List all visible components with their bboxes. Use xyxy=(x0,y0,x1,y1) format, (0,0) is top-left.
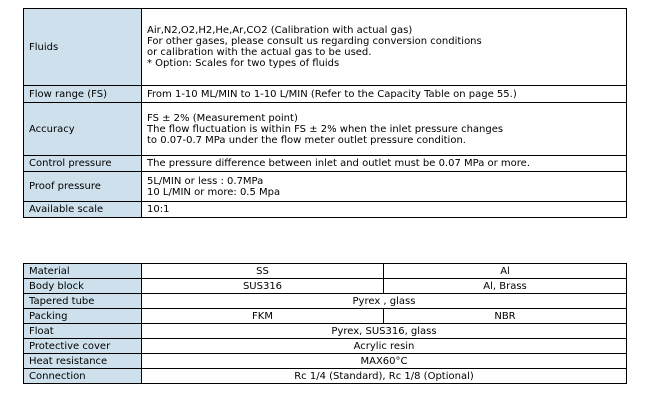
available-scale-value: 10:1 xyxy=(142,202,627,218)
accuracy-label: Accuracy xyxy=(24,103,142,156)
table-row xyxy=(24,324,627,339)
fluids-line: * Option: Scales for two types of fluids xyxy=(147,58,340,69)
packing-label: Packing xyxy=(24,309,142,324)
protective-cover-value: Acrylic resin xyxy=(142,339,627,354)
table-row xyxy=(24,279,627,294)
protective-cover-label: Protective cover xyxy=(24,339,142,354)
table-row xyxy=(24,9,627,86)
table-row xyxy=(24,103,627,156)
table-row xyxy=(24,354,627,369)
heat-resistance-value: MAX60°C xyxy=(142,354,627,369)
fluids-line: For other gases, please consult us regarding conversion conditions xyxy=(147,36,482,47)
connection-value: Rc 1/4 (Standard), Rc 1/8 (Optional) xyxy=(142,369,627,384)
accuracy-line: to 0.07-0.7 MPa under the flow meter outlet pressure condition. xyxy=(147,134,466,146)
proof-pressure-label: Proof pressure xyxy=(24,172,142,202)
fluids-value xyxy=(142,9,627,86)
tapered-tube-value: Pyrex , glass xyxy=(142,294,627,309)
fluids-line: or calibration with the actual gas to be used. xyxy=(147,47,372,58)
body-block-al: Al, Brass xyxy=(384,279,627,294)
flow-range-value: From 1-10 ML/MIN to 1-10 L/MIN (Refer to the Capacity Table on page 55.) xyxy=(142,86,627,103)
material-ss: SS xyxy=(142,264,384,279)
table-row xyxy=(24,369,627,384)
packing-ss: FKM xyxy=(142,309,384,324)
fluids-line: Air,N2,O2,H2,He,Ar,CO2 (Calibration with actual gas) xyxy=(147,25,413,36)
connection-label: Connection xyxy=(24,369,142,384)
available-scale-label: Available scale xyxy=(24,202,142,218)
accuracy-line: FS ± 2% (Measurement point) xyxy=(147,112,298,124)
body-block-ss: SUS316 xyxy=(142,279,384,294)
table-row xyxy=(24,86,627,103)
control-pressure-value: The pressure difference between inlet and outlet must be 0.07 MPa or more. xyxy=(142,156,627,172)
material-label: Material xyxy=(24,264,142,279)
material-al: Al xyxy=(384,264,627,279)
table-row xyxy=(24,339,627,354)
accuracy-line: The flow fluctuation is within FS ± 2% when the inlet pressure changes xyxy=(147,123,504,135)
specifications-table xyxy=(23,8,627,218)
flow-range-label: Flow range (FS) xyxy=(24,86,142,103)
accuracy-value xyxy=(142,103,627,156)
tapered-tube-label: Tapered tube xyxy=(24,294,142,309)
fluids-label: Fluids xyxy=(24,9,142,86)
table-row xyxy=(24,309,627,324)
float-label: Float xyxy=(24,324,142,339)
table-row xyxy=(24,294,627,309)
body-block-label: Body block xyxy=(24,279,142,294)
heat-resistance-label: Heat resistance xyxy=(24,354,142,369)
control-pressure-label: Control pressure xyxy=(24,156,142,172)
float-value: Pyrex, SUS316, glass xyxy=(142,324,627,339)
materials-table xyxy=(23,263,627,384)
table-row xyxy=(24,156,627,172)
proof-line: 5L/MIN or less : 0.7MPa xyxy=(147,175,264,187)
table-row xyxy=(24,264,627,279)
packing-al: NBR xyxy=(384,309,627,324)
proof-line: 10 L/MIN or more: 0.5 Mpa xyxy=(147,186,281,198)
proof-pressure-value xyxy=(142,172,627,202)
table-row xyxy=(24,202,627,218)
table-row xyxy=(24,172,627,202)
